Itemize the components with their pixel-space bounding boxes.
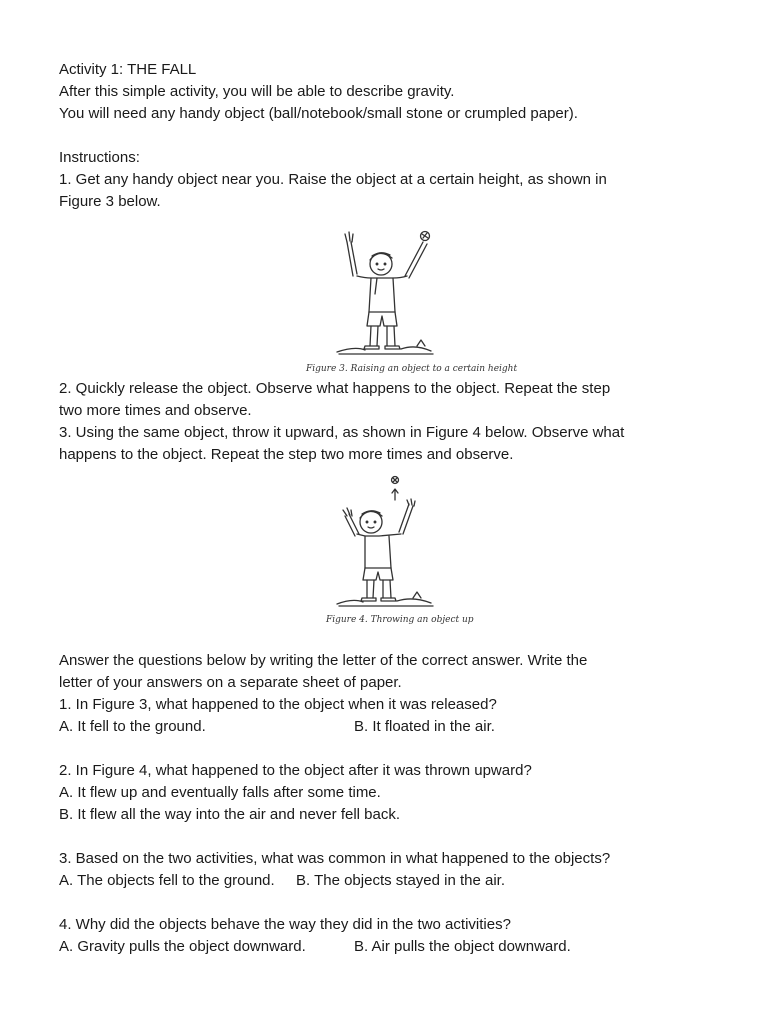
throwing-object-drawing bbox=[335, 474, 435, 608]
question-3-option-b: B. The objects stayed in the air. bbox=[296, 872, 506, 889]
question-3: 3. Based on the two activities, what was common in what happened to the objects? bbox=[59, 850, 611, 867]
questions-intro-line-2: letter of your answers on a separate sheet of paper. bbox=[59, 674, 402, 691]
question-4: 4. Why did the objects behave the way they did in the two activities? bbox=[59, 916, 511, 933]
step-3-line-1: 3. Using the same object, throw it upward, as shown in Figure 4 below. Observe what bbox=[59, 424, 625, 441]
question-2: 2. In Figure 4, what happened to the object after it was thrown upward? bbox=[59, 762, 532, 779]
intro-text: After this simple activity, you will be able to describe gravity. bbox=[59, 83, 455, 100]
step-2-line-2: two more times and observe. bbox=[59, 402, 252, 419]
question-1-option-b: B. It floated in the air. bbox=[354, 718, 495, 735]
step-3-line-2: happens to the object. Repeat the step two more times and observe. bbox=[59, 446, 514, 463]
figure-4-illustration bbox=[335, 474, 435, 608]
step-1-line-2: Figure 3 below. bbox=[59, 193, 161, 210]
figure-3-caption: Figure 3. Raising an object to a certain height bbox=[306, 364, 518, 374]
raising-object-drawing bbox=[335, 228, 435, 356]
question-4-option-a: A. Gravity pulls the object downward. bbox=[59, 938, 306, 955]
question-3-option-a: A. The objects fell to the ground. bbox=[59, 872, 275, 889]
question-4-option-b: B. Air pulls the object downward. bbox=[354, 938, 571, 955]
question-2-option-a: A. It flew up and eventually falls after some time. bbox=[59, 784, 381, 801]
materials-text: You will need any handy object (ball/notebook/small stone or crumpled paper). bbox=[59, 105, 578, 122]
instructions-heading: Instructions: bbox=[59, 149, 140, 166]
question-1: 1. In Figure 3, what happened to the object when it was released? bbox=[59, 696, 497, 713]
step-1-line-1: 1. Get any handy object near you. Raise the object at a certain height, as shown in bbox=[59, 171, 607, 188]
figure-4-caption: Figure 4. Throwing an object up bbox=[326, 615, 474, 625]
figure-3-illustration bbox=[335, 228, 435, 356]
question-1-option-a: A. It fell to the ground. bbox=[59, 718, 206, 735]
activity-title: Activity 1: THE FALL bbox=[59, 61, 197, 78]
step-2-line-1: 2. Quickly release the object. Observe what happens to the object. Repeat the step bbox=[59, 380, 611, 397]
question-2-option-b: B. It flew all the way into the air and never fell back. bbox=[59, 806, 401, 823]
questions-intro-line-1: Answer the questions below by writing the letter of the correct answer. Write the bbox=[59, 652, 588, 669]
